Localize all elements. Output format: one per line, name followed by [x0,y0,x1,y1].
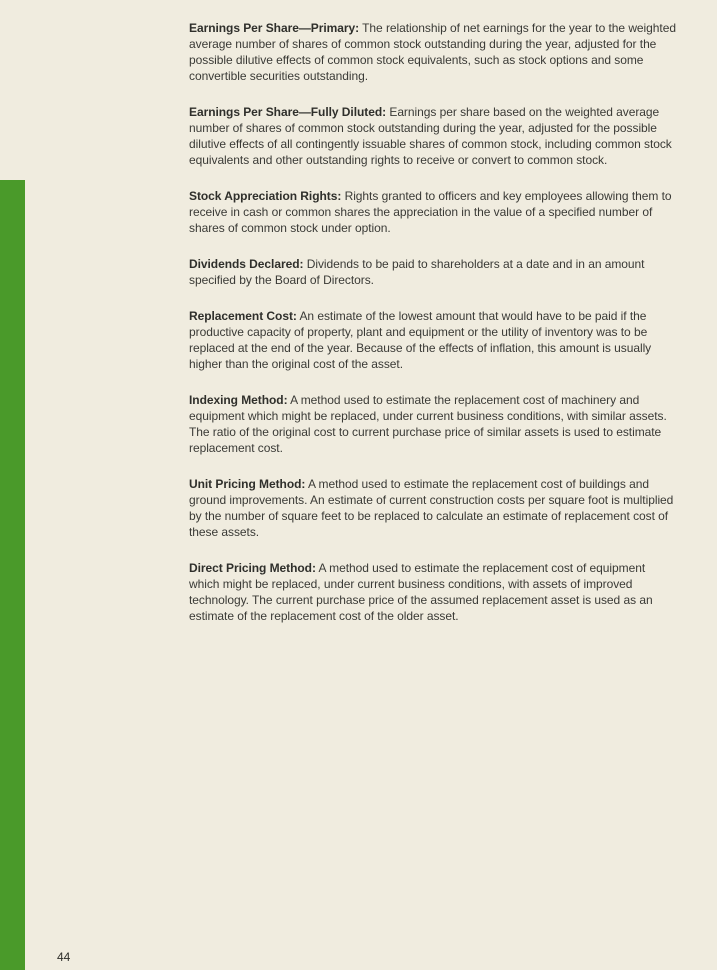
glossary-term: Dividends Declared: [189,257,304,271]
page-number: 44 [57,950,71,964]
green-side-band [0,180,25,970]
glossary-definition: A method used to estimate the replacement cost of buildings and ground improvements. An estimate of current construction costs per square foot is multiplied by the number of square feet to be replaced to calculate an estimate of replacement cost of these assets. [189,477,674,539]
glossary-term: Indexing Method: [189,393,288,407]
glossary-entry-direct-pricing-method [189,560,677,624]
glossary-definition: Earnings per share based on the weighted average number of shares of common stock outstanding during the year, adjusted for the possible dilutive effects of all contingently issuable shares of common stock, including common stock equivalents and other outstanding rights to receive or convert to common stock. [189,105,672,167]
glossary-term: Replacement Cost: [189,309,297,323]
glossary-entry-stock-appreciation-rights [189,188,677,236]
glossary-definition: The relationship of net earnings for the year to the weighted average number of shares of common stock outstanding during the year, adjusted for the possible dilutive effects of common stock equivalents, such as stock options and some convertible securities outstanding. [189,21,676,83]
glossary-definition: A method used to estimate the replacement cost of equipment which might be replaced, under current business conditions, with assets of improved technology. The current purchase price of the assumed replacement asset is used as an estimate of the replacement cost of the older asset. [189,561,653,623]
glossary-term: Direct Pricing Method: [189,561,316,575]
glossary-entry-replacement-cost [189,308,677,372]
glossary-entry-eps-fully-diluted [189,104,677,168]
glossary-definition: An estimate of the lowest amount that would have to be paid if the productive capacity of property, plant and equipment or the utility of inventory was to be replaced at the end of the year. Because of the effects of inflation, this amount is usually higher than the original cost of the asset. [189,309,652,371]
glossary-definition: A method used to estimate the replacement cost of machinery and equipment which might be replaced, under current business conditions, with similar assets. The ratio of the original cost to current purchase price of similar assets is used to estimate replacement cost. [189,393,667,455]
glossary-term: Stock Appreciation Rights: [189,189,342,203]
glossary-definition: Rights granted to officers and key employees allowing them to receive in cash or common shares the appreciation in the value of a specified number of shares of common stock under option. [189,189,672,235]
glossary-list [189,20,677,644]
glossary-entry-eps-primary [189,20,677,84]
glossary-term: Unit Pricing Method: [189,477,306,491]
glossary-term: Earnings Per Share—Fully Diluted: [189,105,387,119]
glossary-definition: Dividends to be paid to shareholders at a date and in an amount specified by the Board of Directors. [189,257,645,287]
glossary-entry-indexing-method [189,392,677,456]
glossary-entry-dividends-declared [189,256,677,288]
glossary-entry-unit-pricing-method [189,476,677,540]
glossary-term: Earnings Per Share—Primary: [189,21,360,35]
